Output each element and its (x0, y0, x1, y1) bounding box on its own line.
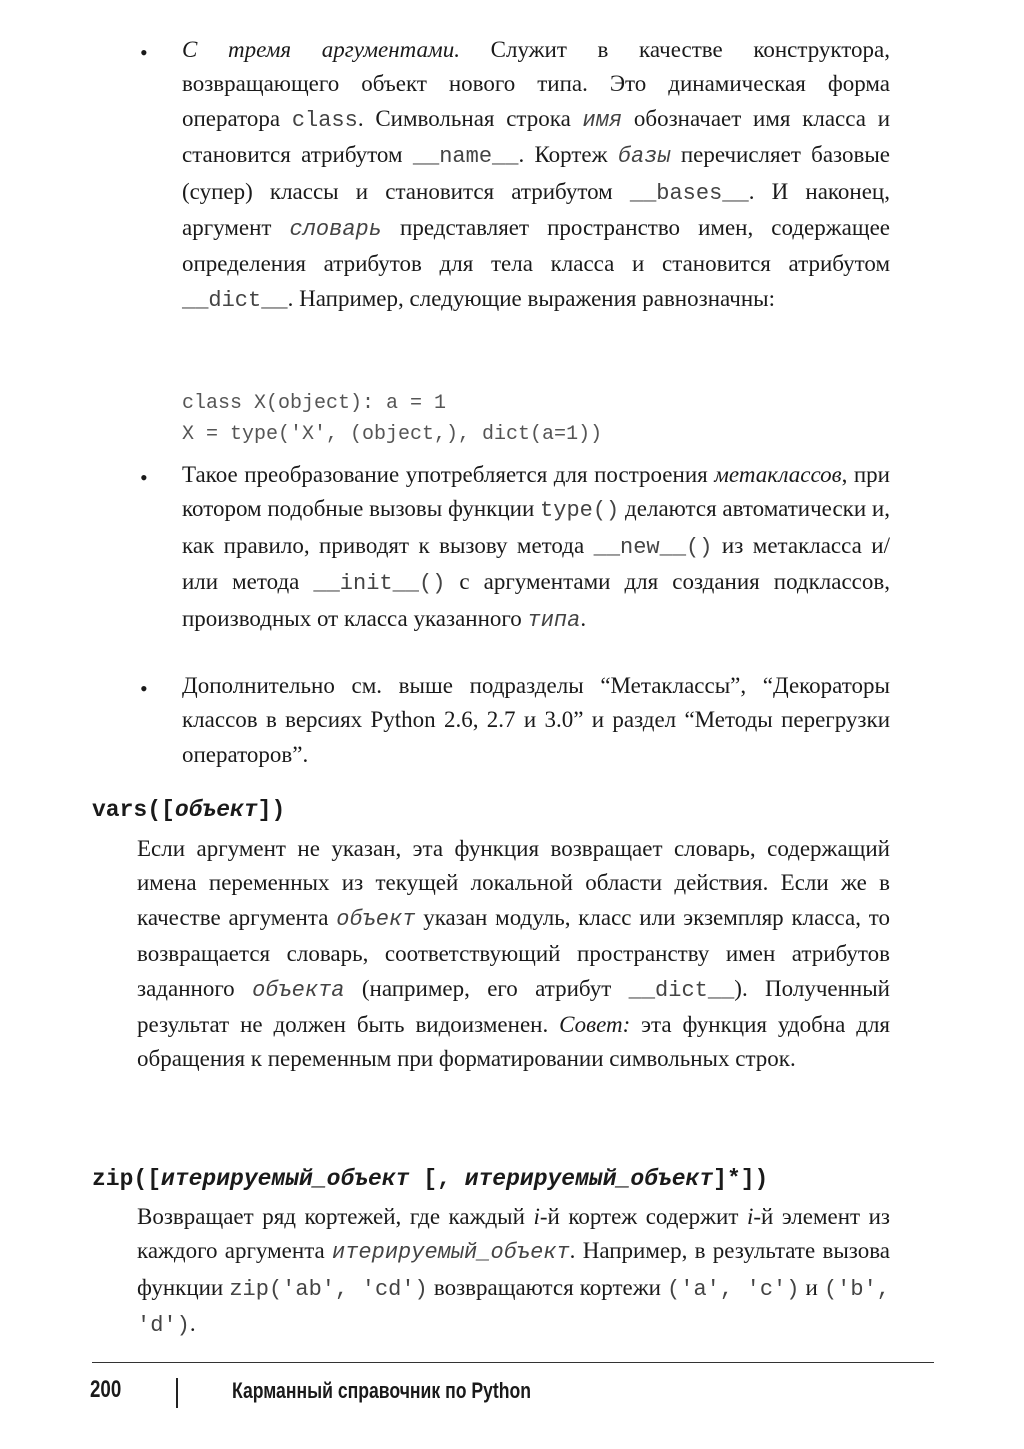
bullet-paragraph-type-three-args: С тремя аргументами. Служит в качестве конструктора, возвращающего объект нового типа. Это динамическая форма оператора class. Символьная строка имя обозначает имя класса и становится атрибутом __name__. Кортеж базы перечисляет базовые (супер) классы и становится атрибутом __bases__. И наконец, аргумент словарь представляет пространство имен, содержащее определения атрибутов для тела класса и становится атрибутом __dict__. Например, следующие выражения равнозначны: (182, 37, 891, 313)
running-footer-title: Карманный справочник по Python (232, 1378, 531, 1403)
code-inline: типа (527, 607, 581, 633)
code-inline: __dict__ (628, 977, 735, 1003)
function-heading-vars: vars([объект]) (92, 797, 286, 823)
code-inline: ('b', 'd') (137, 1276, 890, 1339)
code-inline: type() (540, 498, 620, 524)
emphasis: С тремя аргументами. (182, 37, 460, 62)
code-inline: словарь (289, 217, 382, 243)
code-line: X = type('X', (object,), dict(a=1)) (182, 423, 603, 446)
code-inline: объект (336, 906, 416, 932)
code-inline: базы (617, 144, 671, 170)
code-inline: объекта (252, 977, 345, 1003)
code-inline: __dict__ (182, 287, 288, 313)
code-line: class X(object): a = 1 (182, 392, 447, 415)
emphasis: i (746, 1204, 754, 1229)
code-inline: __new__() (593, 534, 713, 560)
code-inline: итерируемый_объект (332, 1240, 570, 1266)
code-inline: __bases__ (629, 180, 749, 206)
code-inline: __init__() (313, 571, 446, 597)
emphasis: i (533, 1204, 540, 1229)
bullet-marker: • (140, 676, 148, 701)
code-inline: ('a', 'c') (667, 1276, 800, 1302)
emphasis: Совет: (559, 1012, 631, 1038)
zip-description: Возвращает ряд кортежей, где каждый i-й кортеж содержит i-й элемент из каждого аргумента итерируемый_объект. Например, в результате вызова функции zip('ab', 'cd') возвращаются кортежи ('a', 'c') и ('b', 'd'). (137, 1204, 890, 1339)
bullet-marker: • (140, 465, 148, 490)
code-block (182, 388, 602, 450)
footer-rule (92, 1362, 934, 1363)
code-inline: class (291, 107, 358, 133)
code-inline: zip('ab', 'cd') (229, 1276, 428, 1302)
page-number: 200 (90, 1376, 122, 1403)
vars-description: Если аргумент не указан, эта функция возвращает словарь, содержащий имена переменных из текущей локальной области действия. Если же в качестве аргумента объект указан модуль, класс или экземпляр класса, то возвращается словарь, соответствующий пространству имен атрибутов заданного объекта (например, его атрибут __dict__). Полученный результат не должен быть видоизменен. Совет: эта функция удобна для обращения к переменным при форматировании символьных строк. (137, 836, 891, 1072)
footer-separator (176, 1378, 178, 1408)
emphasis: метаклассов (714, 462, 842, 487)
bullet-paragraph-metaclasses: Такое преобразование употребляется для построения метаклассов, при котором подобные вызовы функции type() делаются автоматически и, как правило, приводят к вызову метода __new__() из метакласса и/или метода __init__() с аргументами для создания подклассов, производных от класса указанного типа. (182, 462, 890, 633)
bullet-marker: • (140, 40, 148, 65)
code-inline: имя (582, 107, 623, 133)
code-inline: __name__ (412, 144, 519, 170)
function-heading-zip: zip([итерируемый_объект [, итерируемый_объект]*]) (92, 1166, 769, 1192)
bullet-paragraph-see-also: Дополнительно см. выше подразделы “Метаклассы”, “Декораторы классов в версиях Python 2.6, 2.7 и 3.0” и раздел “Методы перегрузки операторов”. (182, 673, 890, 767)
